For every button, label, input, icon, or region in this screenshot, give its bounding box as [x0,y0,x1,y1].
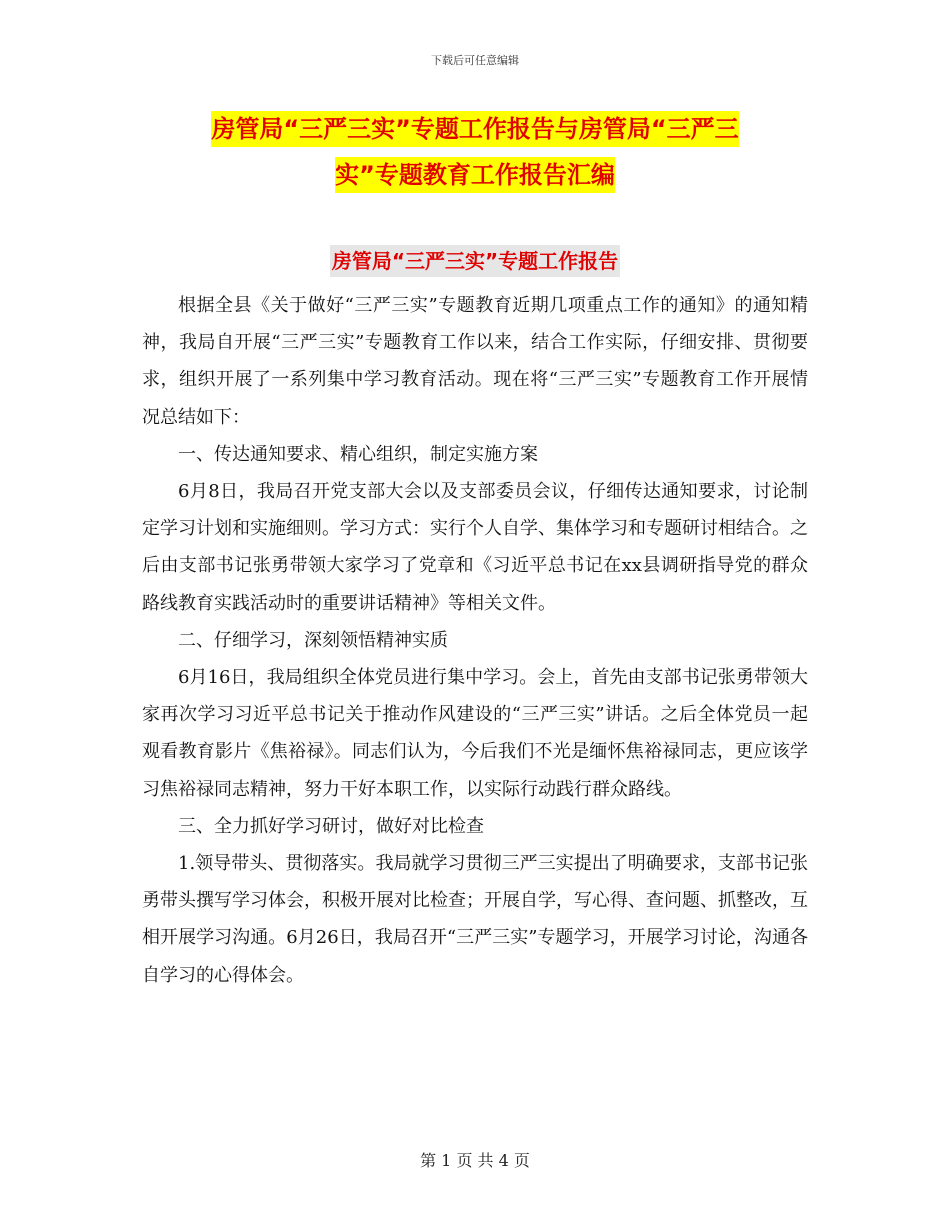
section-title-text: 房管局“三严三实”专题工作报告 [330,245,620,277]
heading-3: 三、全力抓好学习研讨，做好对比检查 [178,815,484,837]
paragraph-1: 6月8日，我局召开党支部大会以及支部委员会议，仔细传达通知要求，讨论制定学习计划和实施细则。学习方式：实行个人自学、集体学习和专题研讨相结合。之后由支部书记张勇带领大家学习了党章和《习近平总书记在xx县调研指导党的群众路线教育实践活动时的重要讲话精神》等相关文件。 [142,481,808,614]
paragraph-3: 1.领导带头、贯彻落实。我局就学习贯彻三严三实提出了明确要求，支部书记张勇带头撰写学习体会，积极开展对比检查；开展自学，写心得、查问题、抓整改，互相开展学习沟通。6月26日，我局召开“三严三实”专题学习，开展学习讨论，沟通各自学习的心得体会。 [142,853,808,986]
paragraph-intro: 根据全县《关于做好“三严三实”专题教育近期几项重点工作的通知》的通知精神，我局自开展“三严三实”专题教育工作以来，结合工作实际，仔细安排、贯彻要求，组织开展了一系列集中学习教育活动。现在将“三严三实”专题教育工作开展情况总结如下： [142,295,808,428]
document-body [142,287,808,994]
heading-2: 二、仔细学习，深刻领悟精神实质 [178,629,448,651]
title-line-1: 房管局“三严三实”专题工作报告与房管局“三严三 [211,111,738,147]
heading-1: 一、传达通知要求、精心组织，制定实施方案 [178,443,538,465]
page-header-note: 下载后可任意编辑 [431,54,519,67]
paragraph-2: 6月16日，我局组织全体党员进行集中学习。会上，首先由支部书记张勇带领大家再次学习习近平总书记关于推动作风建设的“三严三实”讲话。之后全体党员一起观看教育影片《焦裕禄》。同志们认为，今后我们不光是缅怀焦裕禄同志，更应该学习焦裕禄同志精神，努力干好本职工作，以实际行动践行群众路线。 [142,667,808,800]
page-number: 第 1 页 共 4 页 [420,1151,530,1170]
title-line-2: 实”专题教育工作报告汇编 [335,157,615,193]
document-title [150,106,800,198]
section-title [0,244,950,278]
